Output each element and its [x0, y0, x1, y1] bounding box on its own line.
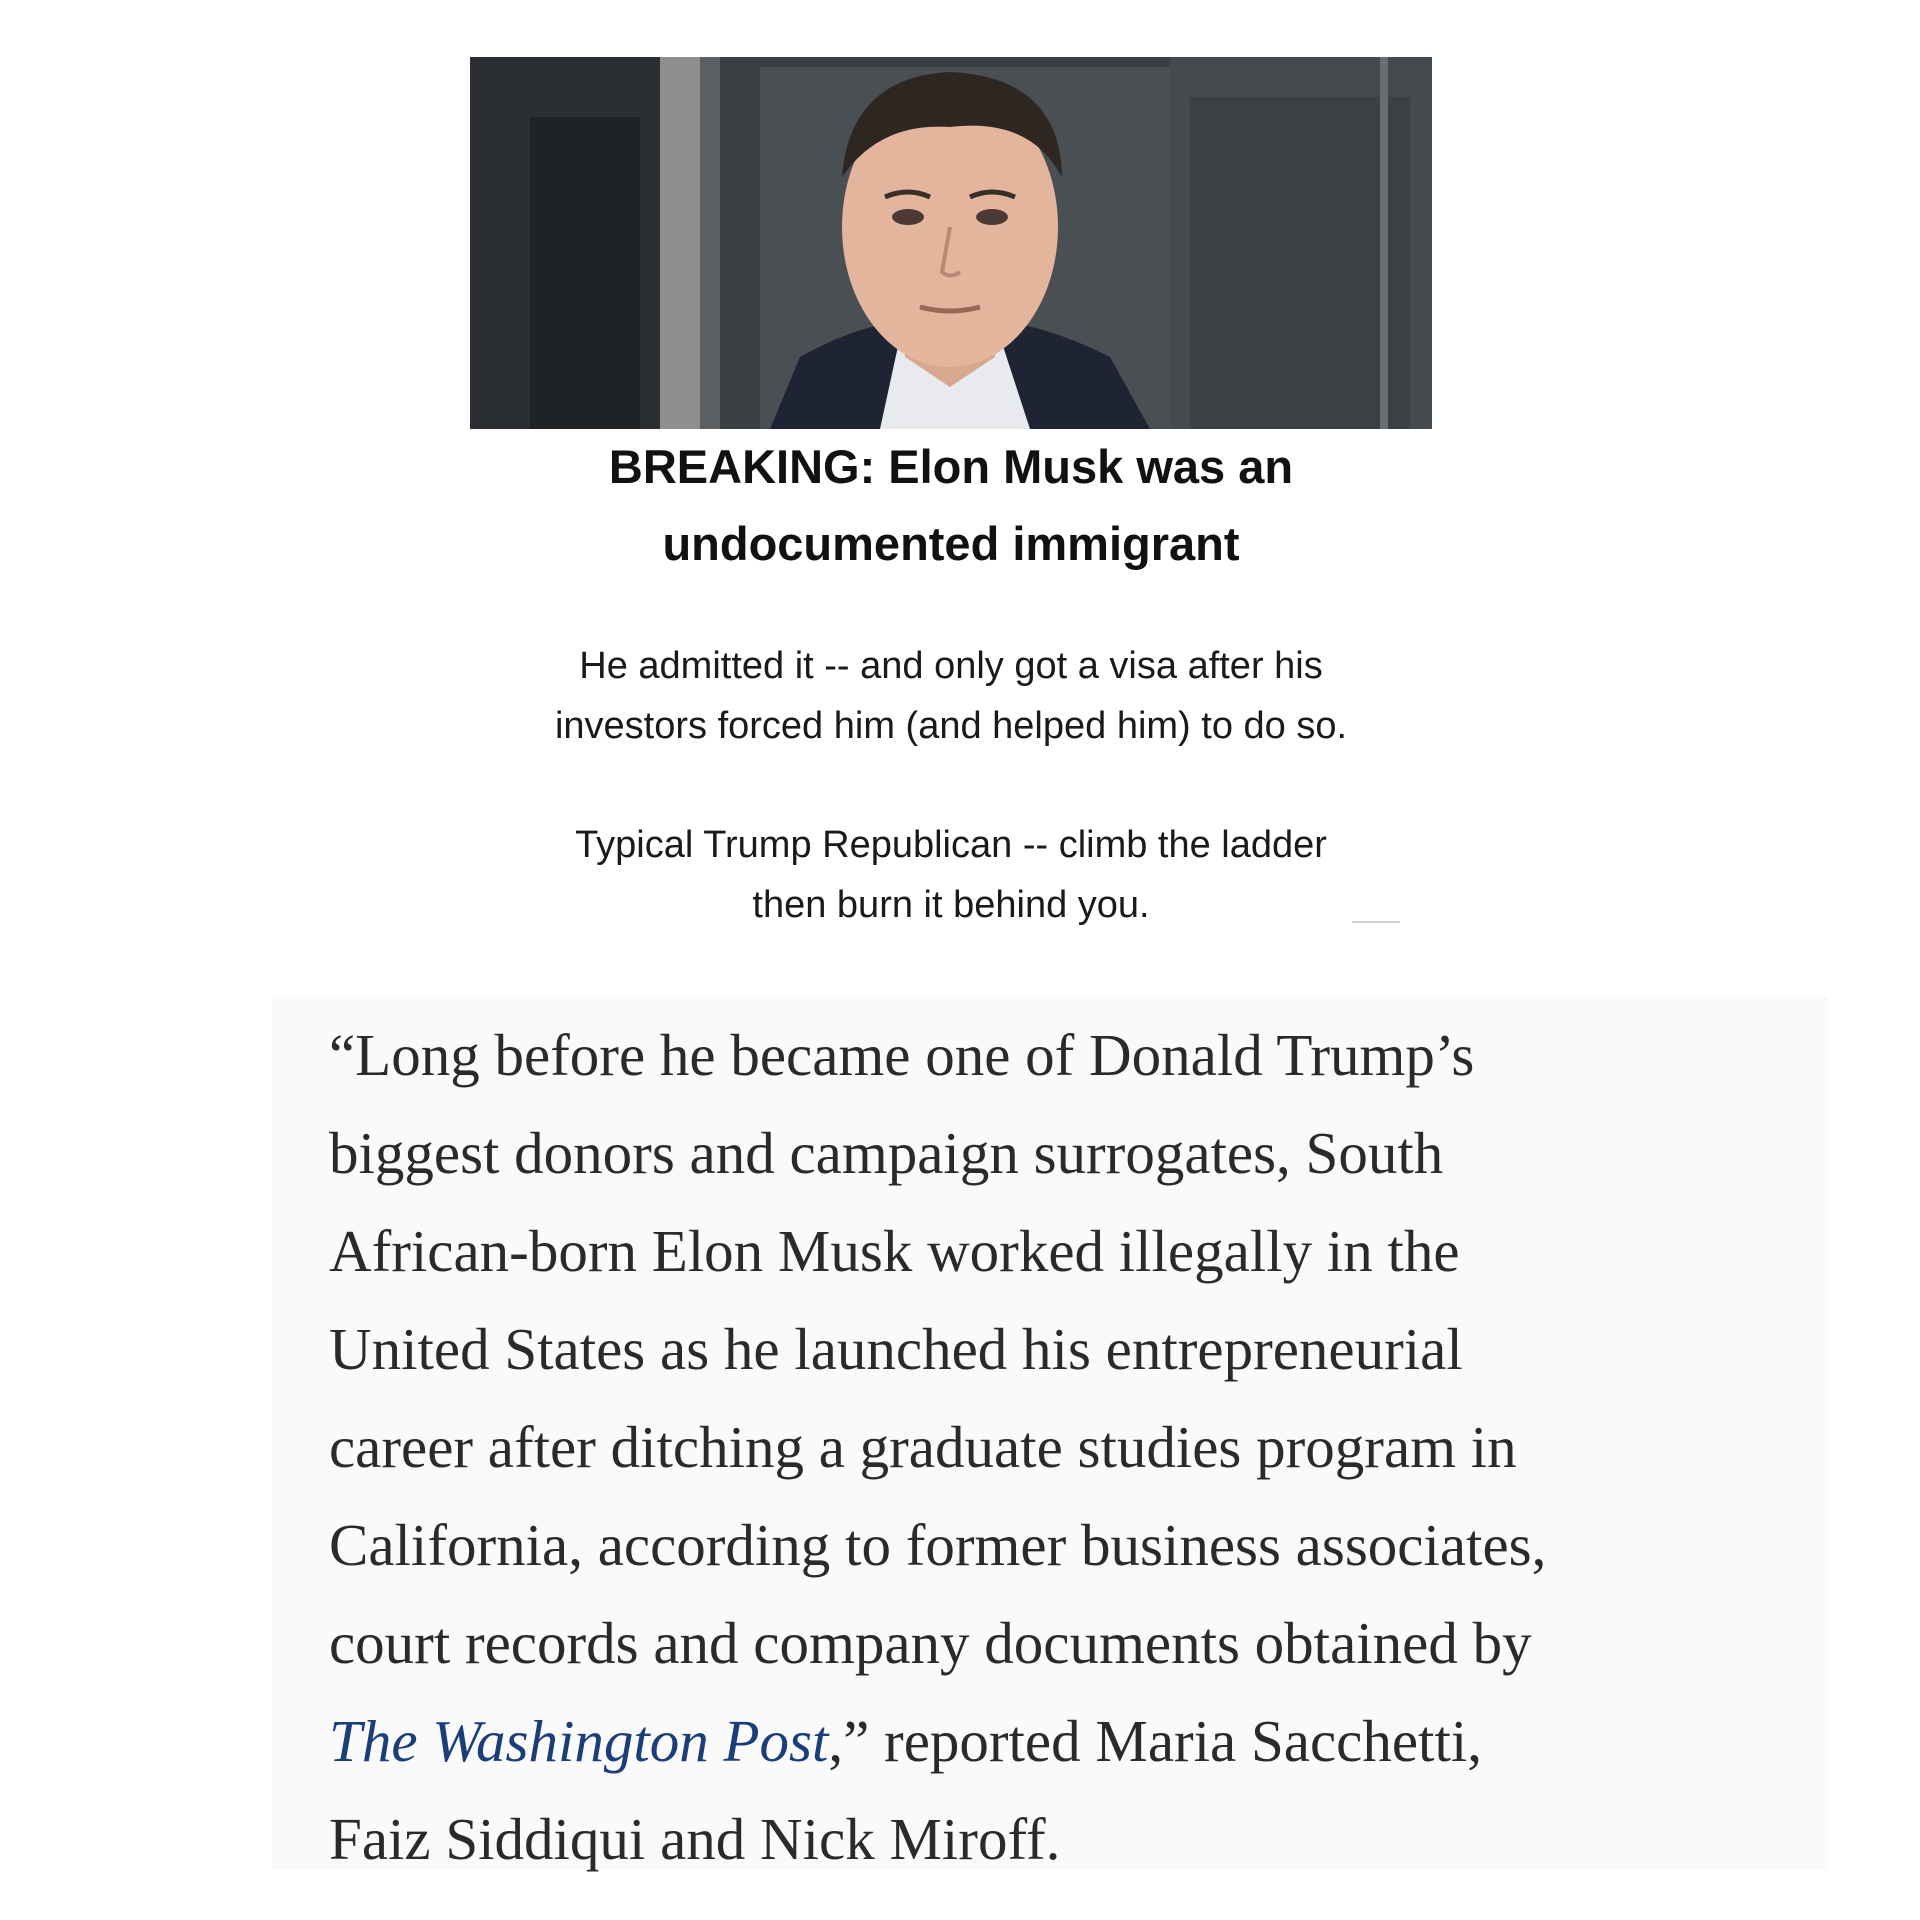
- quote-line-2: biggest donors and campaign surrogates, South: [329, 1120, 1444, 1186]
- portrait-photo-illustration: [470, 57, 1432, 429]
- quote-block: [272, 996, 1828, 1870]
- quote-line-9: Faiz Siddiqui and Nick Miroff.: [329, 1806, 1061, 1872]
- subtext-paragraph-1: [470, 636, 1432, 756]
- quote-line-8: [329, 1692, 1799, 1790]
- quote-line-4: United States as he launched his entrepreneurial: [329, 1316, 1463, 1382]
- quote-line-5: career after ditching a graduate studies program in: [329, 1414, 1517, 1480]
- quote-line-7: court records and company documents obtained by: [329, 1610, 1532, 1676]
- divider: [1352, 921, 1400, 923]
- quote-line-8-rest: ,” reported Maria Sacchetti,: [828, 1708, 1482, 1774]
- quote-line-1: “Long before he became one of Donald Trump’s: [329, 1022, 1475, 1088]
- quote-line-3: African-born Elon Musk worked illegally in the: [329, 1218, 1460, 1284]
- headline-line-2: undocumented immigrant: [662, 517, 1240, 570]
- headline: [470, 428, 1432, 582]
- quote-text: [329, 1006, 1799, 1888]
- subtext-1-line-2: investors forced him (and helped him) to do so.: [554, 705, 1348, 747]
- headline-line-1: BREAKING: Elon Musk was an: [608, 440, 1294, 493]
- portrait-photo: [470, 57, 1432, 429]
- quote-line-6: California, according to former business associates,: [329, 1512, 1547, 1578]
- subtext-2-line-1: Typical Trump Republican -- climb the ladder: [575, 824, 1327, 866]
- subtext-1-line-1: He admitted it -- and only got a visa after his: [579, 645, 1323, 687]
- publication-link[interactable]: The Washington Post: [329, 1708, 829, 1774]
- subtext-paragraph-2: [470, 815, 1432, 935]
- subtext-2-line-2: then burn it behind you.: [752, 884, 1150, 926]
